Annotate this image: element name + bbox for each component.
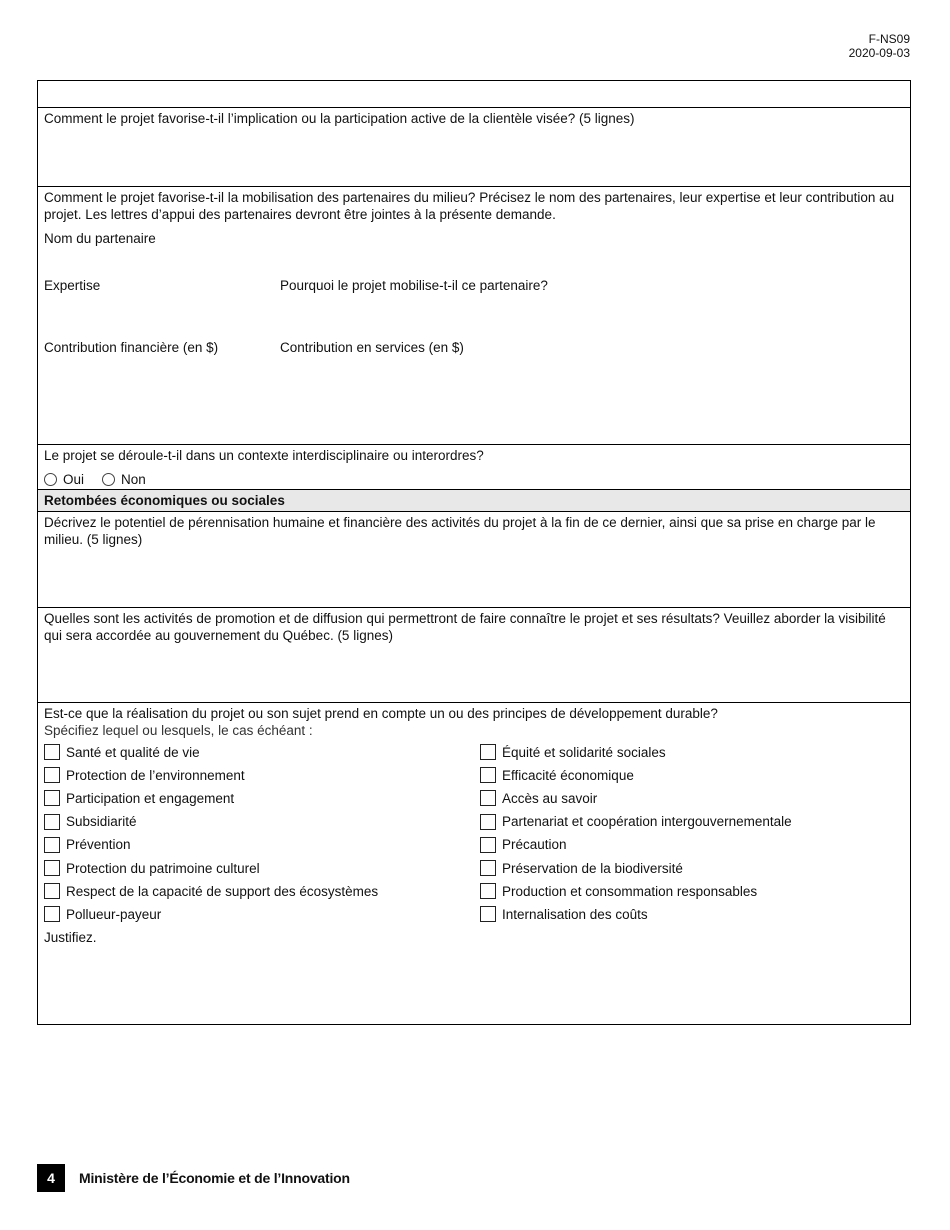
checkbox-left-1[interactable] [44, 767, 60, 783]
principle-label: Participation et engagement [66, 790, 235, 806]
principle-right-1[interactable] [480, 766, 634, 784]
principle-left-5[interactable] [44, 859, 260, 877]
promotion-section [38, 608, 910, 703]
promotion-question: Quelles sont les activités de promotion et de diffusion qui permettront de faire connaître le projet et ses résultats? Veuillez aborder la visibilité qui sera accordée au gouvernement du Québec. (5 lignes) [44, 611, 886, 643]
principle-label: Prévention [66, 837, 131, 853]
radio-oui[interactable] [44, 471, 84, 488]
participation-section [38, 108, 910, 187]
principle-label: Internalisation des coûts [502, 906, 648, 922]
principle-left-3[interactable] [44, 813, 137, 831]
economic-social-heading: Retombées économiques ou sociales [44, 493, 285, 508]
principle-label: Pollueur-payeur [66, 906, 162, 922]
checkbox-right-2[interactable] [480, 790, 496, 806]
principle-right-0[interactable] [480, 743, 666, 761]
sustainability-question: Décrivez le potentiel de pérennisation humaine et financière des activités du projet à la fin de ce dernier, ainsi que sa prise en charge par le milieu. (5 lignes) [44, 515, 876, 547]
principle-label: Précaution [502, 837, 567, 853]
principle-right-3[interactable] [480, 813, 792, 831]
principles-subtext: Spécifiez lequel ou lesquels, le cas échéant : [44, 723, 313, 738]
ministry-name: Ministère de l’Économie et de l’Innovation [79, 1169, 350, 1186]
checkbox-left-0[interactable] [44, 744, 60, 760]
principle-right-7[interactable] [480, 905, 648, 923]
checkbox-left-6[interactable] [44, 883, 60, 899]
principle-label: Partenariat et coopération intergouvernementale [502, 814, 792, 830]
partner-name-label: Nom du partenaire [44, 231, 156, 246]
checkbox-right-7[interactable] [480, 906, 496, 922]
form-code-block [849, 32, 910, 60]
form-frame [37, 80, 911, 1025]
sustainability-answer-field[interactable] [44, 552, 904, 603]
principles-section [38, 703, 910, 1024]
principle-right-6[interactable] [480, 882, 757, 900]
checkbox-right-6[interactable] [480, 883, 496, 899]
principle-label: Production et consommation responsables [502, 883, 758, 899]
principle-label: Efficacité économique [502, 767, 634, 783]
footer [37, 1164, 350, 1192]
form-date: 2020-09-03 [848, 46, 910, 60]
expertise-label: Expertise [44, 278, 101, 293]
partner-name-field[interactable] [44, 249, 904, 275]
radio-non-label: Non [121, 472, 146, 487]
principle-left-0[interactable] [44, 743, 200, 761]
financial-contribution-field[interactable] [44, 359, 269, 439]
principle-left-6[interactable] [44, 882, 378, 900]
checkbox-left-5[interactable] [44, 860, 60, 876]
checkbox-right-0[interactable] [480, 744, 496, 760]
checkbox-left-2[interactable] [44, 790, 60, 806]
services-contribution-field[interactable] [280, 359, 904, 439]
justify-label: Justifiez. [44, 930, 97, 945]
principle-label: Accès au savoir [502, 790, 598, 806]
principle-left-1[interactable] [44, 766, 245, 784]
page-number: 4 [37, 1164, 65, 1192]
economic-social-heading-row [38, 490, 910, 512]
principle-label: Préservation de la biodiversité [502, 860, 683, 876]
why-partner-field[interactable] [280, 295, 904, 337]
principle-left-2[interactable] [44, 789, 234, 807]
interdisciplinary-options [44, 471, 146, 488]
principle-left-7[interactable] [44, 905, 161, 923]
principle-label: Respect de la capacité de support des écosystèmes [66, 883, 379, 899]
principle-label: Équité et solidarité sociales [502, 744, 666, 760]
principle-label: Subsidiarité [66, 814, 137, 830]
participation-answer-field[interactable] [44, 130, 904, 182]
interdisciplinary-section [38, 445, 910, 490]
checkbox-right-4[interactable] [480, 837, 496, 853]
justify-field[interactable] [44, 948, 904, 1018]
principle-right-5[interactable] [480, 859, 683, 877]
top-blank-row[interactable] [38, 81, 910, 108]
participation-question: Comment le projet favorise-t-il l’implication ou la participation active de la clientèle visée? (5 lignes) [44, 111, 635, 126]
principles-question: Est-ce que la réalisation du projet ou son sujet prend en compte un ou des principes de développement durable? [44, 706, 718, 721]
principle-label: Santé et qualité de vie [66, 744, 200, 760]
sustainability-section [38, 512, 910, 608]
radio-non[interactable] [102, 471, 146, 488]
checkbox-right-5[interactable] [480, 860, 496, 876]
checkbox-left-3[interactable] [44, 814, 60, 830]
checkbox-left-4[interactable] [44, 837, 60, 853]
principle-right-4[interactable] [480, 836, 567, 854]
radio-oui-circle[interactable] [44, 473, 57, 486]
principle-right-2[interactable] [480, 789, 597, 807]
principle-label: Protection de l’environnement [66, 767, 245, 783]
principle-left-4[interactable] [44, 836, 131, 854]
why-partner-label: Pourquoi le projet mobilise-t-il ce partenaire? [280, 278, 548, 293]
form-code: F-NS09 [868, 32, 910, 46]
partners-section [38, 187, 910, 445]
checkbox-right-1[interactable] [480, 767, 496, 783]
radio-oui-label: Oui [63, 472, 85, 487]
partners-question: Comment le projet favorise-t-il la mobilisation des partenaires du milieu? Précisez le nom des partenaires, leur expertise et leur contribution au projet. Les lettres d’appui des partenaires devront être jointes à la présente demande. [44, 190, 895, 222]
financial-contribution-label: Contribution financière (en $) [44, 340, 219, 355]
interdisciplinary-question: Le projet se déroule-t-il dans un contexte interdisciplinaire ou interordres? [44, 448, 484, 463]
services-contribution-label: Contribution en services (en $) [280, 340, 464, 355]
promotion-answer-field[interactable] [44, 648, 904, 698]
checkbox-left-7[interactable] [44, 906, 60, 922]
radio-non-circle[interactable] [102, 473, 115, 486]
expertise-field[interactable] [44, 295, 269, 337]
principle-label: Protection du patrimoine culturel [66, 860, 260, 876]
checkbox-right-3[interactable] [480, 814, 496, 830]
